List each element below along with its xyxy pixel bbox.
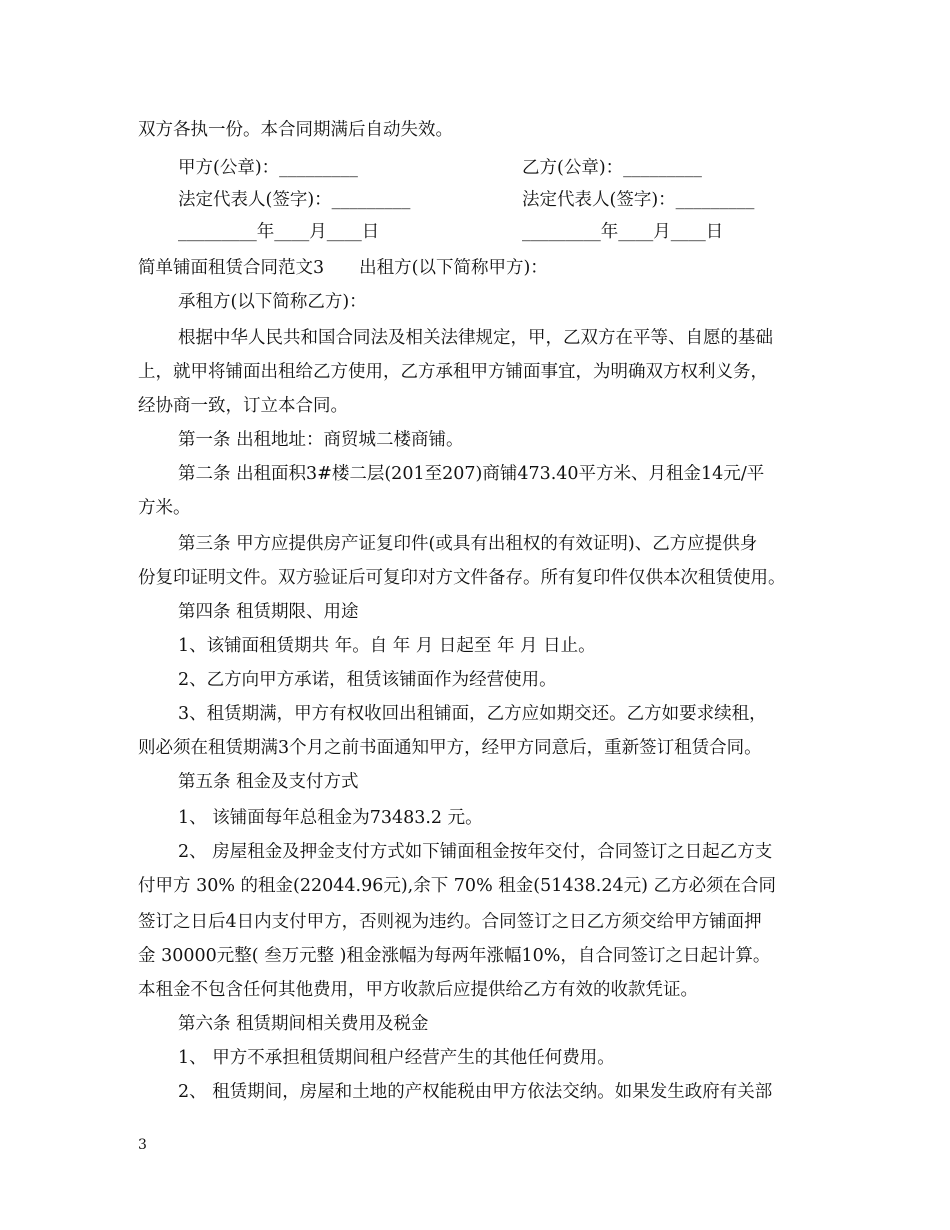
text-line: 2、 租赁期间，房屋和土地的产权能税由甲方依法交纳。如果发生政府有关部 (178, 1082, 773, 1102)
article-1: 第一条 出租地址：商贸城二楼商铺。 (178, 430, 464, 450)
text-line: 上，就甲将铺面出租给乙方使用，乙方承租甲方铺面事宜，为明确双方权利义务， (138, 362, 768, 382)
text-line: 付甲方 30% 的租金(22044.96元),余下 70% 租金(51438.24元) 乙方必须在合同 (138, 876, 776, 896)
party-b-seal: 乙方(公章)：_________ (522, 158, 702, 178)
text-line: 签订之日后4日内支付甲方，否则视为违约。合同签订之日乙方须交给甲方铺面押 (138, 912, 762, 932)
article-6: 第六条 租赁期间相关费用及税金 (178, 1014, 429, 1034)
text-line: 金 30000元整( 叁万元整 )租金涨幅为每两年涨幅10%，自合同签订之日起计算。 (138, 946, 771, 966)
text-line: 3、租赁期满，甲方有权收回出租铺面，乙方应如期交还。乙方如要求续租， (178, 704, 767, 724)
text-line: 双方各执一份。本合同期满后自动失效。 (138, 120, 453, 140)
article-4: 第四条 租赁期限、用途 (178, 602, 359, 622)
party-b-representative: 法定代表人(签字)：_________ (522, 190, 755, 210)
section-heading: 简单铺面租赁合同范文3 出租方(以下简称甲方)： (138, 258, 548, 278)
text-line: 2、乙方向甲方承诺，租赁该铺面作为经营使用。 (178, 670, 557, 690)
article-3: 第三条 甲方应提供房产证复印件(或具有出租权的有效证明)、乙方应提供身 (178, 534, 758, 554)
text-line: 1、 该铺面每年总租金为73483.2 元。 (178, 808, 483, 828)
party-b-date: _________年____月____日 (522, 222, 724, 242)
article-2: 第二条 出租面积3#楼二层(201至207)商铺473.40平方米、月租金14元/平 (178, 464, 765, 484)
page-number: 3 (138, 1137, 147, 1153)
text-line: 2、 房屋租金及押金支付方式如下铺面租金按年交付，合同签订之日起乙方支 (178, 842, 773, 862)
party-a-date: _________年____月____日 (178, 222, 380, 242)
text-line: 份复印证明文件。双方验证后可复印对方文件备存。所有复印件仅供本次租赁使用。 (138, 568, 786, 588)
text-line: 经协商一致，订立本合同。 (138, 396, 348, 416)
text-line: 1、该铺面租赁期共 年。自 年 月 日起至 年 月 日止。 (178, 636, 596, 656)
text-line: 方米。 (138, 498, 191, 518)
party-a-representative: 法定代表人(签字)：_________ (178, 190, 411, 210)
text-line: 承租方(以下简称乙方)： (178, 292, 367, 312)
party-a-seal: 甲方(公章)：_________ (178, 158, 358, 178)
text-line: 根据中华人民共和国合同法及相关法律规定，甲，乙双方在平等、自愿的基础 (178, 328, 773, 348)
text-line: 则必须在租赁期满3个月之前书面通知甲方，经甲方同意后，重新签订租赁合同。 (138, 738, 762, 758)
text-line: 1、 甲方不承担租赁期间租户经营产生的其他任何费用。 (178, 1048, 615, 1068)
article-5: 第五条 租金及支付方式 (178, 772, 359, 792)
text-line: 本租金不包含任何其他费用，甲方收款后应提供给乙方有效的收款凭证。 (138, 980, 698, 1000)
